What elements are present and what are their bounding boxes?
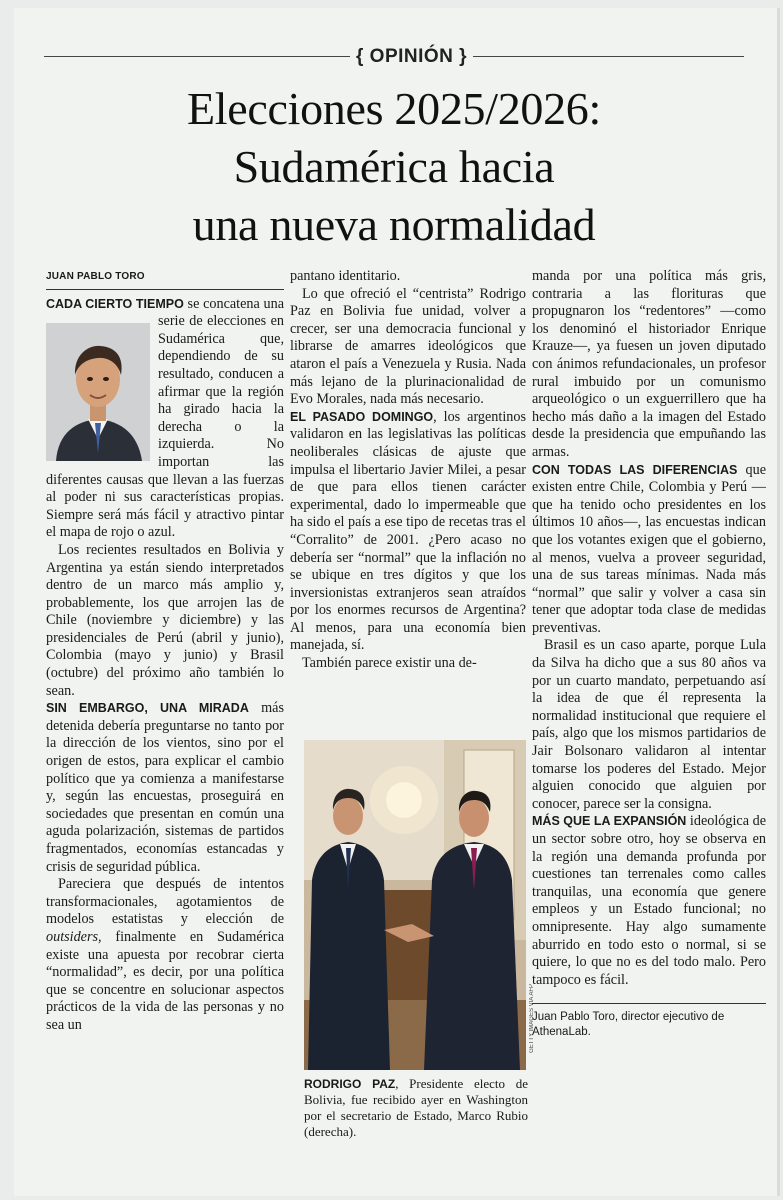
lead-in: EL PASADO DOMINGO bbox=[290, 409, 434, 424]
paragraph-4 bbox=[46, 876, 284, 1034]
paragraph-12-text: ideológica de un sector sobre otro, hoy se observa en la región una demanda profunda por cuestiones tan terrenales como calles tranquilas, una economía que genere empleos y un Estado funcional; no omnipresente. Hay algo sumamente aburrido en todo esto o normal, si se quiere, lo que no es del todo malo. Pero tampoco es fácil. bbox=[532, 813, 766, 988]
paragraph-3-text: más detenida debería preguntarse no tanto por la dirección de los vientos, sino por el origen de estos, para explicar el cambio político que ya comienza a manifestarse y, según las encuestas, proseguirá en sociedades que presentan en común una aguda polarización, sistemas de partidos fragmentados, economías estancadas y crisis de seguridad pública. bbox=[46, 700, 285, 875]
section-label: { OPINIÓN } bbox=[350, 46, 473, 68]
paragraph-6: Lo que ofreció el “centrista” Rodrigo Paz en Bolivia fue unidad, volver a crecer, ser una democracia funcional y librarse de amarres ideológicos que ataron el país a Venezuela y Rusia. Nada más lejano de la plurinacionalidad de Evo Morales, nada más necesario. bbox=[290, 285, 526, 408]
paragraph-4-text-b: , finalmente en Sudamérica existe una apuesta por recobrar cierta “normalidad”, es decir, por una política que se concentre en solucionar aspectos prácticos de la vida de las personas y no sea un bbox=[46, 928, 284, 1033]
paragraph-10 bbox=[532, 462, 766, 638]
paragraph-2: Los recientes resultados en Bolivia y Argentina ya están siendo interpretados dentro de un marco más amplio y, probablemente, los que arrojen las de Chile (noviembre y diciembre) y las presidenciales de Perú (abril y junio), Colombia (mayo y junio) y Brasil (octubre) del próximo año también lo sean. bbox=[46, 541, 284, 699]
lead-in: SIN EMBARGO, UNA MIRADA bbox=[46, 701, 249, 716]
paragraph-12 bbox=[532, 813, 766, 989]
photo-caption bbox=[304, 1076, 528, 1140]
author-photo-illustration bbox=[46, 323, 150, 461]
news-photo bbox=[304, 740, 526, 1070]
author-portrait bbox=[46, 323, 150, 461]
headline-line-1: Elecciones 2025/2026: bbox=[187, 83, 601, 134]
lead-in: MÁS QUE LA EXPANSIÓN bbox=[532, 814, 687, 829]
headline bbox=[34, 80, 754, 254]
article-column-2 bbox=[290, 268, 526, 673]
photo-credit: GETTY IMAGES VIA AFP bbox=[529, 984, 535, 1053]
article-column-1 bbox=[46, 268, 284, 1035]
photo-illustration bbox=[304, 740, 526, 1070]
author-note-rule bbox=[532, 1003, 766, 1040]
article-column-3 bbox=[532, 268, 766, 1040]
paragraph-7 bbox=[290, 409, 526, 655]
paragraph-1 bbox=[46, 296, 284, 542]
paragraph-7-text: , los argentinos validaron en las legislativas las políticas neoliberales clásicas de ajuste que impulsa el libertario Javier Milei, a pesar de que para ellos tienen carácter experimental, dado lo impermeable que ha sido el país a ese tipo de recetas tras el “Corralito” de 2001. ¿Pero acaso no debería ser “normal” que la inflación no se ubique en tres dígitos y que los inversionistas extranjeros sean atraídos por los enormes recursos de Argentina? Al menos, para una economía bien manejada, sí. bbox=[290, 408, 526, 654]
paragraph-1-text: se concatena una serie de elecciones en Sudamérica que, dependiendo de su resultado, conducen a afirmar que la región ha girado hacia la derecha o la izquierda. No importan las diferentes causas que llevan a las fuerzas al poder ni sus características propias. Siempre será más fácil y atractivo pintar el mapa de rojo o azul. bbox=[46, 295, 284, 541]
caption-text: , Presidente electo de Bolivia, fue recibido ayer en Washington por el secretario de Estado, Marco Rubio (derecha). bbox=[304, 1076, 528, 1139]
headline-line-2: Sudamérica hacia bbox=[233, 141, 555, 192]
paragraph-4-italic: outsiders bbox=[46, 928, 99, 945]
headline-line-3: una nueva normalidad bbox=[192, 199, 596, 250]
paragraph-4-text-a: Pareciera que después de intentos transformacionales, agotamientos de modelos estatistas y elección de bbox=[46, 876, 284, 928]
paragraph-9: manda por una política más gris, contraria a las florituras que propugnaron los “redentores” —como los denominó el historiador Enrique Krauze—, ya fuesen un joven diputado con ánimos refundacionales, un profesor rural imbuido por un comunismo arqueológico o un exguerrillero que ha hecho más daño a la imagen del Estado desde la presidencia que empuñando las armas. bbox=[532, 268, 766, 460]
paragraph-8: También parece existir una de- bbox=[302, 655, 477, 672]
lead-in: CON TODAS LAS DIFERENCIAS bbox=[532, 462, 738, 477]
paragraph-11: Brasil es un caso aparte, porque Lula da Silva ha dicho que a sus 80 años va por un cuarto mandato, perpetuando así la idea de que él representa la normalidad institucional que requiere el país, algo que los mismos partidarios de Jair Bolsonaro validaron al intentar tomarse los poderes del Estado. Mejor alguien conocido que alguien por conocer, parece ser la consigna. bbox=[532, 637, 766, 812]
byline: JUAN PABLO TORO bbox=[46, 268, 284, 290]
author-note: Juan Pablo Toro, director ejecutivo de AthenaLab. bbox=[532, 1011, 725, 1039]
paragraph-5: pantano identitario. bbox=[290, 268, 401, 284]
paragraph-3 bbox=[46, 700, 284, 876]
caption-lead: RODRIGO PAZ bbox=[304, 1077, 396, 1091]
lead-in: CADA CIERTO TIEMPO bbox=[46, 296, 184, 311]
paragraph-10-text: que existen entre Chile, Colombia y Perú —que ha tenido ocho presidentes en los últimos 10 años—, las encuestas indican que los votantes exigen que el gobierno, al menos, vuelva a proveer seguridad, una de sus tareas mínimas. Nada más “normal” que salir y volver a casa sin tener que adoptar toda clase de medidas preventivas. bbox=[532, 461, 766, 636]
